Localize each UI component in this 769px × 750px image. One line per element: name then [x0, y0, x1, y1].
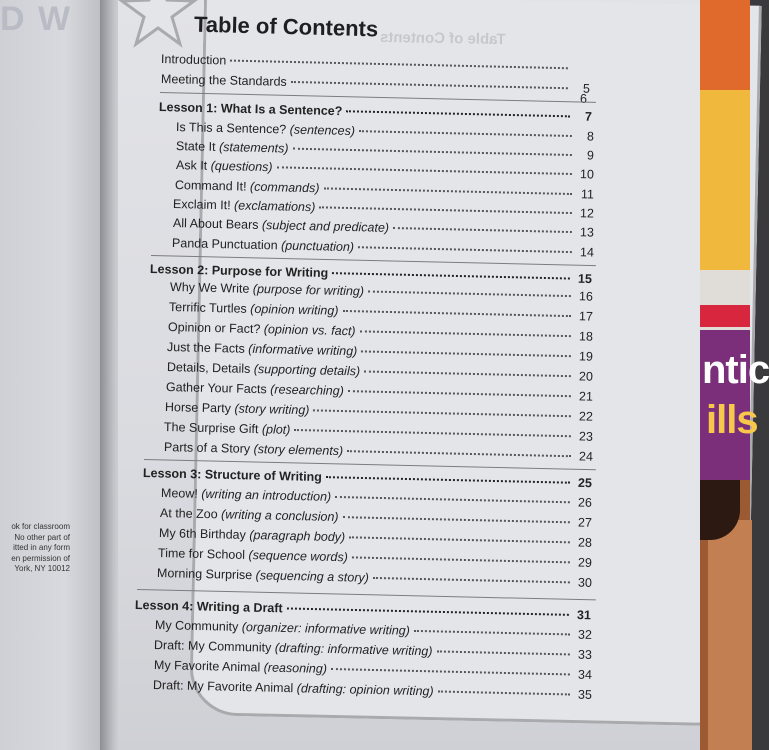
toc-entry-title: Command It! (commands): [174, 178, 320, 196]
toc-leader-dots: [360, 330, 571, 337]
toc-entry-title: State It (statements): [175, 139, 289, 156]
toc-leader-dots: [335, 496, 570, 503]
star-icon: [118, 0, 198, 50]
cover-title-fragment: ills: [706, 398, 758, 442]
toc-entry-skill: (sequence words): [248, 548, 349, 565]
toc-leader-dots: [319, 206, 572, 214]
toc-entry-title: Why We Write (purpose for writing): [169, 280, 365, 299]
toc-page-number: 25: [577, 475, 593, 491]
toc-page-number: 22: [578, 409, 594, 424]
toc-entry-skill: (drafting: opinion writing): [296, 681, 434, 699]
toc-page-number: 14: [579, 245, 595, 260]
toc-entry-title: Lesson 3: Structure of Writing: [142, 466, 323, 485]
toc-entry-skill: (purpose for writing): [252, 281, 365, 299]
toc-page-number: 18: [578, 329, 594, 344]
toc-leader-dots: [332, 272, 570, 279]
toc-page-number: 30: [577, 575, 593, 590]
toc-entry-skill: (sentences): [289, 122, 356, 139]
toc-entry-skill: (statements): [218, 139, 289, 156]
toc-entry-title: Just the Facts (informative writing): [166, 340, 358, 359]
toc-page-number: 12: [579, 206, 595, 221]
toc-entry-title: Morning Surprise (sequencing a story): [156, 566, 370, 585]
toc-entry-title: Details, Details (supporting details): [166, 360, 361, 379]
toc-entry-title: Lesson 2: Purpose for Writing: [149, 262, 329, 281]
toc-entry-title: Horse Party (story writing): [164, 400, 310, 418]
toc-entry-title: At the Zoo (writing a conclusion): [159, 506, 339, 525]
toc-leader-dots: [230, 60, 568, 70]
toc-page-number: 5: [582, 81, 591, 96]
toc-leader-dots: [291, 81, 568, 89]
toc-page-number: 6: [580, 92, 587, 106]
cover-title-fragment: ntic: [702, 348, 769, 392]
toc-entry-title: Panda Punctuation (punctuation): [171, 236, 355, 255]
toc-leader-dots: [414, 630, 570, 636]
left-page: [0, 0, 108, 750]
toc-entry-skill: (informative writing): [248, 341, 358, 359]
toc-entry-title: Parts of a Story (story elements): [163, 440, 344, 459]
toc-entry-title: Opinion or Fact? (opinion vs. fact): [167, 320, 356, 339]
toc-entry-title: Time for School (sequence words): [157, 546, 349, 565]
toc-entry-skill: (writing a conclusion): [220, 507, 339, 525]
toc-entry-title: Lesson 1: What Is a Sentence?: [158, 100, 343, 119]
toc-leader-dots: [393, 227, 572, 233]
toc-entry-skill: (opinion vs. fact): [263, 322, 356, 339]
toc-entry-skill: (organizer: informative writing): [241, 619, 411, 638]
toc-page-number: 27: [577, 515, 593, 530]
toc-entry-title: Meeting the Standards: [160, 72, 287, 89]
toc-entry-skill: (plot): [261, 422, 291, 437]
toc-entry-title: The Surprise Gift (plot): [163, 420, 291, 437]
toc-page-number: 23: [578, 429, 594, 444]
toc-page-number: 28: [577, 535, 593, 550]
toc-page-number: 13: [579, 225, 595, 240]
toc-entry-skill: (supporting details): [253, 361, 361, 379]
toc-page-number: 29: [577, 555, 593, 570]
toc-entry-skill: (paragraph body): [249, 528, 346, 545]
toc-leader-dots: [343, 516, 570, 523]
toc-leader-dots: [331, 668, 570, 675]
toc-page-number: 35: [577, 687, 593, 702]
toc-page-number: 24: [578, 449, 594, 464]
toc-page-number: 34: [577, 667, 593, 682]
toc-leader-dots: [364, 370, 571, 377]
toc-entry-skill: (opinion writing): [250, 301, 339, 318]
toc-leader-dots: [277, 166, 572, 175]
toc-entry-skill: (reasoning): [263, 660, 328, 676]
toc-entry-title: My Favorite Animal (reasoning): [153, 658, 328, 676]
toc-page-number: 16: [578, 289, 594, 304]
toc-page-number: 17: [578, 309, 594, 324]
toc-leader-dots: [358, 246, 572, 253]
toc-leader-dots: [373, 577, 570, 583]
page-title: Table of Contents: [193, 11, 379, 42]
toc-entry-skill: (punctuation): [280, 238, 355, 255]
left-page-heading-fragment: D W: [0, 0, 73, 38]
toc-page-number: 32: [577, 627, 593, 642]
toc-leader-dots: [293, 148, 572, 156]
toc-leader-dots: [352, 556, 570, 563]
toc-leader-dots: [313, 409, 570, 417]
toc-leader-dots: [326, 476, 570, 484]
toc-page-number: 33: [577, 647, 593, 662]
toc-leader-dots: [348, 390, 571, 397]
toc-page-number: 26: [577, 495, 593, 510]
toc-entry-skill: (questions): [210, 158, 273, 175]
toc-entry-title: Gather Your Facts (researching): [165, 380, 344, 399]
toc-page-number: 19: [578, 349, 594, 364]
adjacent-book-cover: [700, 0, 769, 750]
toc-page-number: 9: [586, 148, 595, 163]
copyright-line: itted in any form: [13, 543, 70, 552]
toc-leader-dots: [347, 450, 571, 457]
toc-entry-skill: (drafting: informative writing): [274, 640, 433, 659]
toc-leader-dots: [359, 130, 572, 137]
toc-entry-skill: (writing an introduction): [201, 486, 332, 504]
toc-page-number: 31: [576, 608, 592, 623]
toc-page-number: 8: [586, 129, 595, 144]
toc-entry-skill: (exclamations): [233, 198, 316, 215]
toc-entry-title: Terrific Turtles (opinion writing): [168, 300, 339, 318]
toc-entry-skill: (researching): [270, 382, 344, 399]
toc-entry-title: All About Bears (subject and predicate): [172, 216, 390, 235]
toc-entry-skill: (story writing): [234, 401, 310, 418]
toc-page-number: 15: [577, 271, 593, 287]
toc-page-number: 11: [580, 187, 595, 202]
toc-entry-title: Draft: My Favorite Animal (drafting: opinion writing): [152, 678, 434, 699]
toc-leader-dots: [323, 187, 571, 195]
toc-leader-dots: [287, 607, 569, 615]
toc-leader-dots: [361, 350, 571, 357]
toc-entry-title: Introduction: [160, 52, 227, 68]
toc-entry-title: My 6th Birthday (paragraph body): [158, 526, 346, 545]
toc-entry-skill: (subject and predicate): [261, 218, 390, 235]
toc-leader-dots: [436, 650, 569, 655]
toc-page-number: 20: [578, 369, 594, 384]
copyright-line: No other part of: [14, 532, 70, 542]
toc-entry-title: Meow! (writing an introduction): [160, 486, 332, 504]
copyright-line: en permission of: [11, 553, 70, 563]
toc-leader-dots: [346, 110, 570, 117]
copyright-fragment: [0, 522, 70, 575]
toc-leader-dots: [294, 429, 571, 437]
toc-page-number: 7: [584, 109, 593, 124]
toc-page-number: 21: [578, 389, 594, 404]
toc-entry-title: Ask It (questions): [175, 158, 273, 175]
copyright-line: York, NY 10012: [14, 564, 70, 573]
toc-entry-title: My Community (organizer: informative writing): [154, 618, 411, 638]
toc-leader-dots: [349, 536, 570, 543]
toc-leader-dots: [368, 290, 571, 297]
toc-entry-skill: (sequencing a story): [255, 568, 370, 585]
toc-leader-dots: [342, 310, 570, 317]
mirrored-title: Table of Contents: [379, 28, 506, 49]
toc-entry-title: Lesson 4: Writing a Draft: [134, 598, 283, 616]
copyright-line: ok for classroom: [11, 522, 70, 531]
toc-entry-skill: (story elements): [253, 442, 344, 459]
toc-leader-dots: [438, 690, 570, 695]
toc-entry-title: Is This a Sentence? (sentences): [175, 120, 356, 139]
toc-entry-skill: (commands): [249, 179, 320, 196]
toc-page-number: 10: [579, 167, 595, 182]
toc-entry-title: Exclaim It! (exclamations): [172, 197, 316, 215]
toc-entry-title: Draft: My Community (drafting: informative writing): [153, 638, 433, 659]
